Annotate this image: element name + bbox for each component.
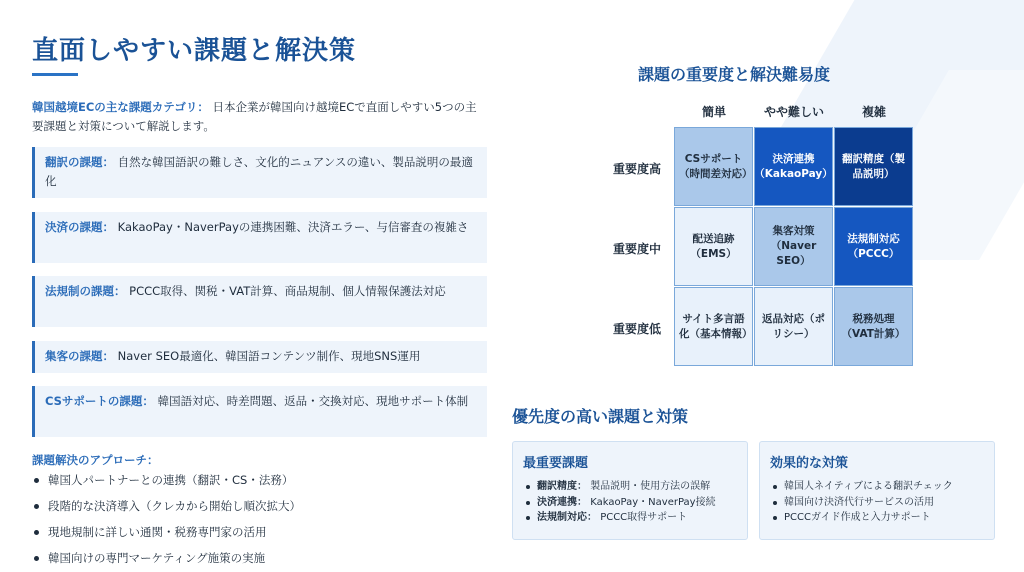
- category-label: 決済の課題：: [45, 220, 114, 234]
- matrix-cell: 決済連携（KakaoPay）: [754, 127, 833, 206]
- matrix-cell: 集客対策（Naver SEO）: [754, 207, 833, 286]
- matrix-title: 課題の重要度と解決難易度: [638, 65, 831, 84]
- approach-item: 韓国人パートナーとの連携（翻訳・CS・法務）: [32, 470, 492, 496]
- intro-label: 韓国越境ECの主な課題カテゴリ：: [32, 100, 209, 114]
- matrix-col-complex: 複雑: [861, 105, 886, 119]
- matrix-cell: 税務処理（VAT計算）: [834, 287, 913, 366]
- page-title: 直面しやすい課題と解決策: [32, 36, 357, 66]
- title-underline: [32, 73, 78, 76]
- critical-issues-box: [512, 441, 748, 540]
- category-text: KakaoPay・NaverPayの連携困難、決済エラー、与信審査の複雑さ: [117, 220, 469, 234]
- matrix-cell: 翻訳精度（製品説明）: [834, 127, 913, 206]
- critical-issues-title: 最重要課題: [523, 456, 589, 471]
- approach-list: [32, 470, 492, 572]
- matrix-cell: サイト多言語化（基本情報）: [674, 287, 753, 366]
- critical-issue-item: 決済連携： KakaoPay・NaverPay接続: [523, 495, 737, 511]
- measure-item: PCCCガイド作成と入力サポート: [770, 510, 984, 526]
- matrix-row-medium: 重要度中: [612, 242, 661, 256]
- category-label: 集客の課題：: [45, 349, 114, 363]
- matrix-cell: CSサポート（時間差対応）: [674, 127, 753, 206]
- category-label: 法規制の課題：: [45, 284, 126, 298]
- category-marketing: [32, 341, 487, 373]
- matrix-col-easy: 簡単: [701, 105, 726, 119]
- category-regulation: [32, 276, 487, 327]
- category-text: 自然な韓国語訳の難しさ、文化的ニュアンスの違い、製品説明の最適化: [45, 155, 473, 188]
- category-label: 翻訳の課題：: [45, 155, 114, 169]
- category-payment: [32, 212, 487, 263]
- matrix-cell: 法規制対応（PCCC）: [834, 207, 913, 286]
- matrix-row-low: 重要度低: [612, 322, 661, 336]
- approach-item: 段階的な決済導入（クレカから開始し順次拡大）: [32, 496, 492, 522]
- approach-item: 韓国向けの専門マーケティング施策の実施: [32, 548, 492, 572]
- matrix-cell: 返品対応（ポリシー）: [754, 287, 833, 366]
- matrix-col-moderate: やや難しい: [763, 105, 824, 119]
- category-text: 韓国語対応、時差問題、返品・交換対応、現地サポート体制: [157, 394, 469, 408]
- category-cs-support: [32, 386, 487, 437]
- category-text: PCCC取得、関税・VAT計算、商品規制、個人情報保護法対応: [129, 284, 446, 298]
- critical-issue-item: 法規制対応： PCCC取得サポート: [523, 510, 737, 526]
- priority-title: 優先度の高い課題と対策: [512, 407, 689, 426]
- category-translation: [32, 147, 487, 198]
- effective-measures-box: [759, 441, 995, 540]
- approach-item: 現地規制に詳しい通関・税務専門家の活用: [32, 522, 492, 548]
- measure-item: 韓国人ネイティブによる翻訳チェック: [770, 479, 984, 495]
- approach-title: 課題解決のアプローチ：: [32, 453, 159, 467]
- critical-issue-item: 翻訳精度： 製品説明・使用方法の誤解: [523, 479, 737, 495]
- matrix-cell: 配送追跡（EMS）: [674, 207, 753, 286]
- matrix-row-high: 重要度高: [612, 162, 661, 176]
- category-label: CSサポートの課題：: [45, 394, 154, 408]
- category-text: Naver SEO最適化、韓国語コンテンツ制作、現地SNS運用: [117, 349, 421, 363]
- intro-text: [32, 98, 487, 136]
- measure-item: 韓国向け決済代行サービスの活用: [770, 495, 984, 511]
- intro-body: 日本企業が韓国向け越境ECで直面しやすい5つの主要課題と対策について解説します。: [32, 100, 477, 133]
- effective-measures-title: 効果的な対策: [770, 456, 849, 471]
